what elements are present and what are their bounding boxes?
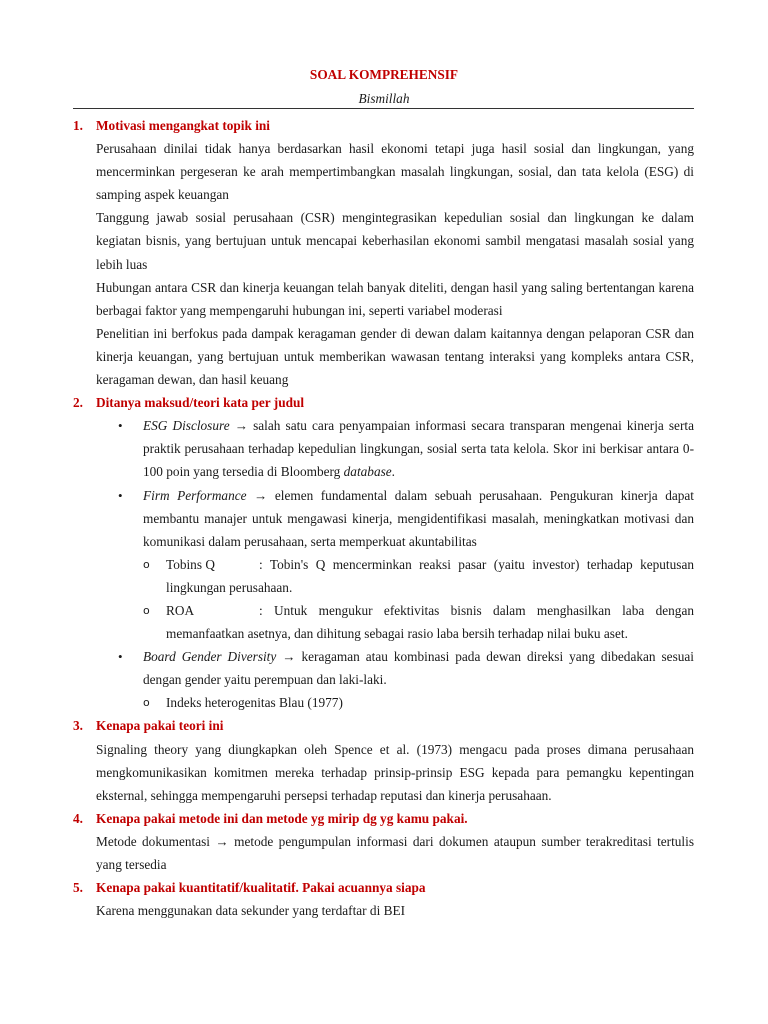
sub-bullet-roa [73,599,694,645]
bullet-icon: • [118,487,123,503]
sub-term-label: ROA [166,602,195,618]
sub-bullet-tobins-q [73,553,694,599]
term-label: Firm Performance [143,487,247,503]
document-title: SOAL KOMPREHENSIF [309,67,459,82]
bullet-esg-disclosure [73,414,694,483]
term-end: . [391,464,395,480]
question-title: Kenapa pakai teori ini [96,718,224,734]
sub-term-definition: : Untuk mengukur efektivitas bisnis dalam menghasilkan laba dengan memanfaatkan asetnya, dan dihitung sebagai rasio laba bersih terhadap nilai buku aset. [166,602,694,642]
arrow-icon: → [234,418,248,434]
circle-bullet-icon: o [143,603,150,617]
q3-paragraph: Signaling theory yang diungkapkan oleh Spence et al. (1973) mengacu pada proses dimana perusahaan mengkomunikasikan komitmen mereka terhadap prinsip-prinsip ESG kepada para pemangku kepentingan eksternal, sehingga mempengaruhi persepsi terhadap reputasi dan kinerja perusahaan. [96,741,694,803]
bullet-board-gender-diversity [73,645,694,691]
question-number: 3. [73,718,83,734]
header-divider [73,108,694,109]
sub-bullet-blau-index [73,691,694,714]
question-number: 4. [73,810,83,826]
bullet-icon: • [118,418,123,434]
bullet-firm-performance [73,484,694,553]
document-subtitle: Bismillah [358,91,410,106]
term-definition: salah satu cara penyampaian informasi secara transparan mengenai kinerja serta praktik perusahaan terhadap kepedulian lingkungan, sosial serta tata kelola. Skor ini berkisar antara 0-100 poin yang tersedia di Bloomberg [143,418,694,480]
question-title: Ditanya maksud/teori kata per judul [96,395,305,411]
sub-term-definition: Indeks heterogenitas Blau (1977) [166,695,343,711]
question-number: 5. [73,880,83,896]
question-5-heading [73,876,694,899]
sub-term-definition: : Tobin's Q mencerminkan reaksi pasar (yaitu investor) terhadap keputusan lingkungan perusahaan. [166,556,694,595]
q5-paragraph: Karena menggunakan data sekunder yang terdaftar di BEI [96,903,406,919]
question-title: Kenapa pakai kuantitatif/kualitatif. Pakai acuannya siapa [96,880,426,896]
arrow-icon: → [282,649,296,665]
question-4-heading [73,807,694,830]
q1-paragraph: Perusahaan dinilai tidak hanya berdasarkan hasil ekonomi tetapi juga hasil sosial dan lingkungan, yang mencerminkan pergeseran ke arah mempertimbangkan masalah lingkungan, sosial, dan tata kelola (ESG) di samping aspek keuangan [96,141,694,203]
term-emphasis: database [343,464,392,480]
q1-paragraph: Tanggung jawab sosial perusahaan (CSR) mengintegrasikan kepedulian sosial dan lingkungan ke dalam kegiatan bisnis, yang bertujuan untuk mencapai keberhasilan ekonomi sambil mengatasi masalah sosial yang lebih luas [96,210,694,272]
document-body [73,114,694,922]
sub-term-label: Tobins Q [166,556,215,572]
term-definition: elemen fundamental dalam sebuah perusahaan. Pengukuran kinerja dapat membantu manajer untuk mengawasi kinerja, mengidentifikasi masalah, meningkatkan motivasi dan komunikasi dalam perusahaan, serta memperkuat akuntabilitas [143,487,695,549]
q1-paragraph: Hubungan antara CSR dan kinerja keuangan telah banyak diteliti, dengan hasil yang saling bertentangan karena berbagai faktor yang mempengaruhi hubungan ini, seperti variabel moderasi [96,279,694,318]
question-title: Kenapa pakai metode ini dan metode yg mirip dg yg kamu pakai. [96,810,468,826]
term-definition: keragaman atau kombinasi pada dewan direksi yang dibedakan sesuai dengan gender yaitu perempuan dan laki-laki. [143,649,694,688]
circle-bullet-icon: o [143,696,150,710]
term-label: ESG Disclosure [143,418,230,434]
circle-bullet-icon: o [143,557,150,571]
question-title: Motivasi mengangkat topik ini [96,118,270,133]
question-3-heading [73,714,694,737]
question-1-heading [73,114,694,137]
q1-paragraph: Penelitian ini berfokus pada dampak keragaman gender di dewan dalam kaitannya dengan pelaporan CSR dan kinerja keuangan, yang bertujuan untuk memberikan wawasan tentang interaksi yang kompleks antara CSR, keragaman dewan, dan hasil keuang [96,325,694,388]
question-number: 1. [73,118,83,133]
question-number: 2. [73,395,83,411]
bullet-icon: • [118,649,123,665]
q4-paragraph: Metode dokumentasi → metode pengumpulan informasi dari dokumen ataupun sumber terakreditasi tertulis yang tersedia [96,833,694,872]
arrow-icon: → [254,487,268,503]
term-label: Board Gender Diversity [143,649,277,665]
question-2-heading [73,391,694,414]
